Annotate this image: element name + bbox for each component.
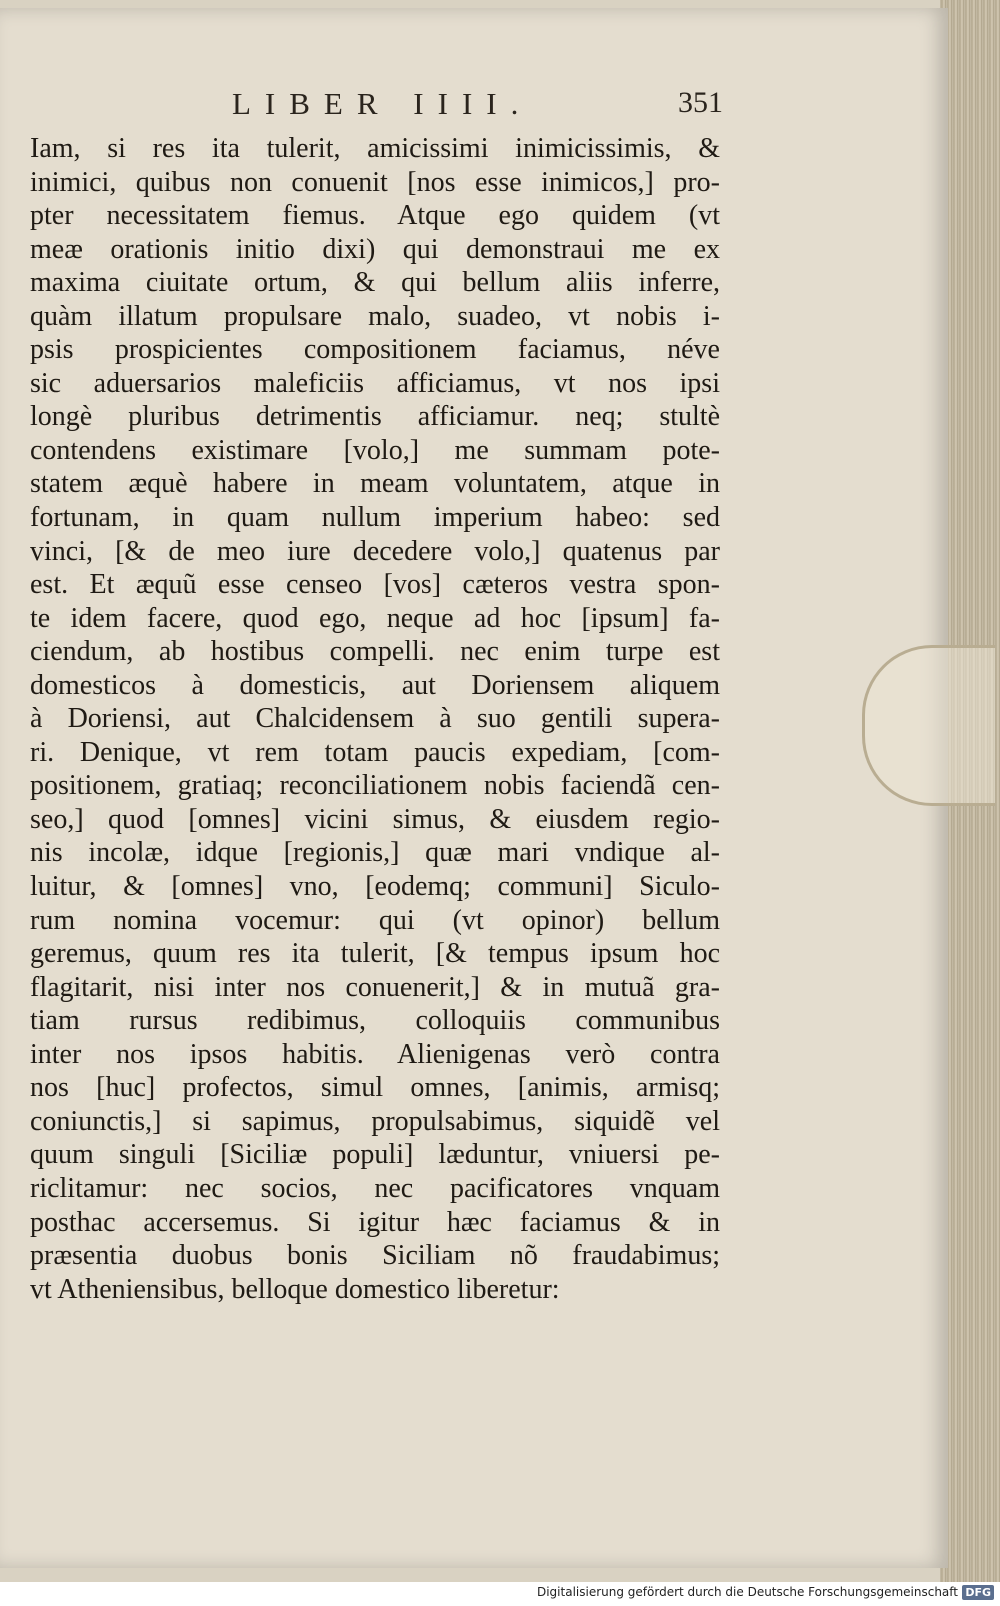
text-line: seo,] quod [omnes] vicini simus, & eiusdem regio- (30, 803, 720, 835)
text-line: riclitamur: nec socios, nec pacificatores vnquam (30, 1172, 720, 1204)
text-line: fortunam, in quam nullum imperium habeo: sed (30, 502, 720, 534)
text-line: vt Atheniensibus, belloque domestico liberetur: (30, 1273, 560, 1305)
text-line: quum singuli [Siciliæ populi] læduntur, vniuersi pe- (30, 1139, 720, 1171)
text-line: nis incolæ, idque [regionis,] quæ mari vndique al- (30, 837, 720, 869)
text-line: posthac accersemus. Si igitur hæc faciamus & in (30, 1206, 720, 1238)
text-line: geremus, quum res ita tulerit, [& tempus ipsum hoc (30, 938, 720, 970)
text-line: ciendum, ab hostibus compelli. nec enim turpe est (30, 636, 720, 668)
text-line: psis prospicientes compositionem faciamus, néve (30, 334, 720, 366)
text-line: inter nos ipsos habitis. Alienigenas verò contra (30, 1038, 720, 1070)
text-line: coniunctis,] si sapimus, propulsabimus, siquidẽ vel (30, 1105, 720, 1137)
text-line: pter necessitatem fiemus. Atque ego quidem (vt (30, 200, 720, 232)
text-line: positionem, gratiaq; reconciliationem nobis faciendã cen- (30, 770, 720, 802)
footer-bar (0, 1582, 1000, 1606)
text-line: Iam, si res ita tulerit, amicissimi inimicissimis, & (30, 133, 720, 164)
text-line: à Doriensi, aut Chalcidensem à suo gentili supera- (30, 703, 720, 735)
dfg-logo: DFG (962, 1585, 994, 1600)
text-line: nos [huc] profectos, simul omnes, [animis, armisq; (30, 1072, 720, 1104)
body-text (30, 132, 720, 1306)
text-line: statem æquè habere in meam voluntatem, atque in (30, 468, 720, 500)
text-line: sic aduersarios maleficiis afficiamus, vt nos ipsi (30, 367, 720, 399)
text-line: tiam rursus redibimus, colloquiis communibus (30, 1005, 720, 1037)
funding-credit: Digitalisierung gefördert durch die Deutsche Forschungsgemeinschaft (536, 1585, 958, 1599)
text-line: meæ orationis initio dixi) qui demonstraui me ex (30, 233, 720, 265)
text-line: est. Et æquũ esse censeo [vos] cæteros vestra spon- (30, 569, 720, 601)
text-line: rum nomina vocemur: qui (vt opinor) bellum (30, 904, 720, 936)
page-clip (862, 645, 995, 806)
text-line: inimici, quibus non conuenit [nos esse inimicos,] pro- (30, 166, 720, 198)
text-line: maxima ciuitate ortum, & qui bellum aliis inferre, (30, 267, 720, 299)
running-title: LIBER IIII. (232, 86, 533, 121)
book-page (0, 8, 948, 1568)
running-head (0, 80, 948, 130)
text-line: quàm illatum propulsare malo, suadeo, vt nobis i- (30, 300, 720, 332)
text-line: te idem facere, quod ego, neque ad hoc [ipsum] fa- (30, 602, 720, 634)
text-line: vinci, [& de meo iure decedere volo,] quatenus par (30, 535, 720, 567)
page-number: 351 (678, 86, 723, 119)
text-line: flagitarit, nisi inter nos conuenerit,] & in mutuã gra- (30, 971, 720, 1003)
text-line: ri. Denique, vt rem totam paucis expediam, [com- (30, 736, 720, 768)
text-line: contendens existimare [volo,] me summam pote- (30, 434, 720, 466)
text-line: longè pluribus detrimentis afficiamur. neq; stultè (30, 401, 720, 433)
text-line: domesticos à domesticis, aut Doriensem aliquem (30, 669, 720, 701)
text-line: luitur, & [omnes] vno, [eodemq; communi] Siculo- (30, 871, 720, 903)
text-line: præsentia duobus bonis Siciliam nõ fraudabimus; (30, 1240, 720, 1272)
